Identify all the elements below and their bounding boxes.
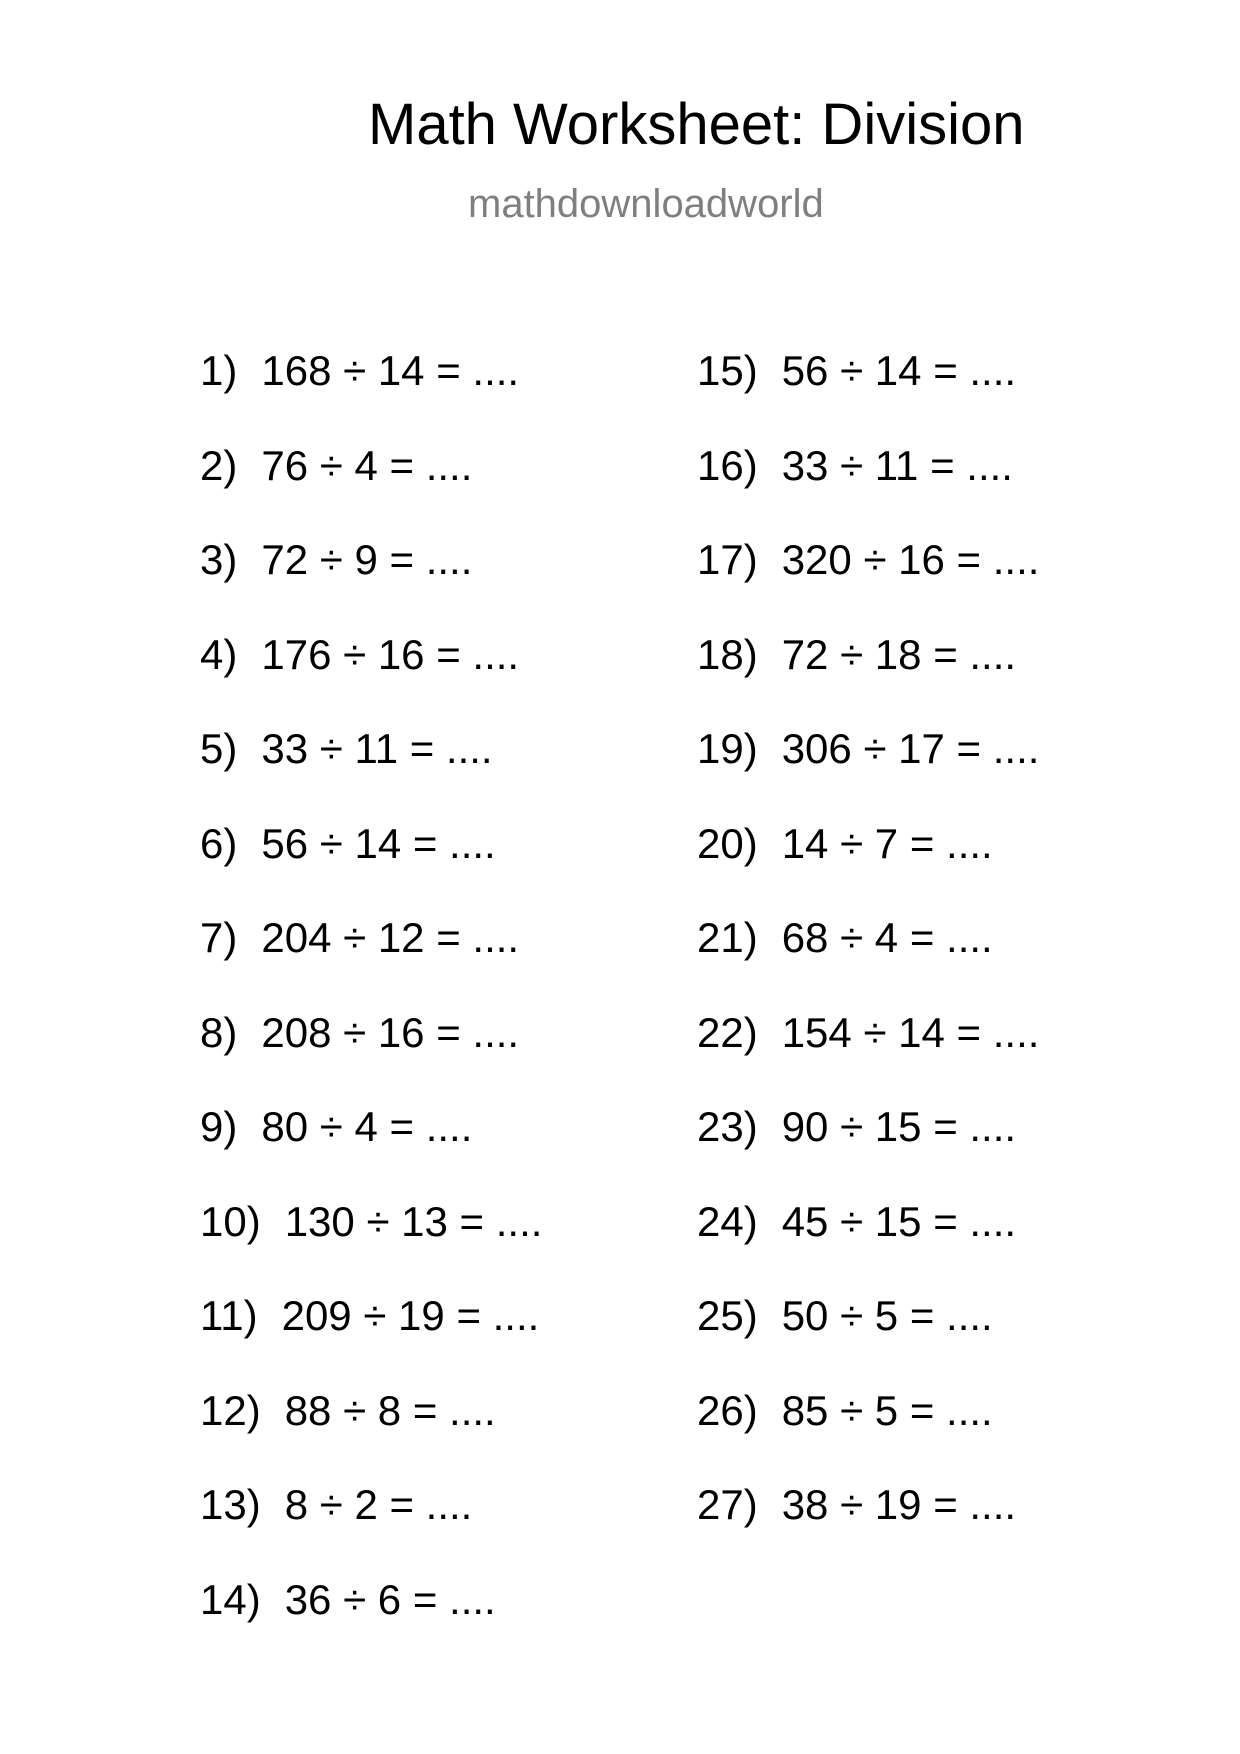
problem-number: 9) xyxy=(200,1103,238,1150)
problem-expression: 306 ÷ 17 = .... xyxy=(781,725,1040,772)
problem-item xyxy=(200,725,542,823)
problem-number: 15) xyxy=(697,347,758,394)
problem-expression: 168 ÷ 14 = .... xyxy=(261,347,520,394)
problem-item xyxy=(697,1386,1039,1485)
problem-item xyxy=(697,441,1039,540)
problem-item xyxy=(697,347,1039,445)
problem-number: 21) xyxy=(697,914,758,961)
problem-number: 5) xyxy=(200,725,238,772)
problem-item xyxy=(697,725,1040,823)
problem-expression: 130 ÷ 13 = .... xyxy=(284,1197,543,1245)
problem-item xyxy=(697,630,1039,729)
problem-number: 27) xyxy=(697,1481,758,1528)
problem-list-left xyxy=(200,347,543,1673)
problem-expression: 88 ÷ 8 = .... xyxy=(284,1386,496,1434)
problem-expression: 8 ÷ 2 = .... xyxy=(284,1481,473,1528)
problem-item xyxy=(697,1103,1039,1201)
problem-item xyxy=(200,1103,542,1201)
problem-number: 10) xyxy=(200,1197,261,1245)
problem-expression: 80 ÷ 4 = .... xyxy=(261,1103,473,1150)
problem-expression: 72 ÷ 9 = .... xyxy=(261,536,473,583)
problem-item xyxy=(200,914,542,1012)
problem-expression: 45 ÷ 15 = .... xyxy=(781,1197,1017,1245)
problem-expression: 38 ÷ 19 = .... xyxy=(781,1481,1017,1528)
problem-expression: 36 ÷ 6 = .... xyxy=(284,1575,496,1623)
page-subtitle: mathdownloadworld xyxy=(468,182,824,226)
problem-item xyxy=(200,1292,542,1390)
problem-expression: 209 ÷ 19 = .... xyxy=(281,1292,540,1339)
problem-expression: 208 ÷ 16 = .... xyxy=(261,1008,520,1056)
problem-item xyxy=(697,536,1040,634)
problem-number: 12) xyxy=(200,1386,261,1434)
problem-number: 2) xyxy=(200,441,238,489)
problem-expression: 33 ÷ 11 = .... xyxy=(261,725,493,772)
problem-expression: 176 ÷ 16 = .... xyxy=(261,630,520,678)
problem-number: 20) xyxy=(697,819,758,867)
problem-number: 24) xyxy=(697,1197,758,1245)
problem-number: 13) xyxy=(200,1481,261,1528)
problem-item xyxy=(200,819,542,918)
problem-number: 14) xyxy=(200,1575,261,1623)
problem-number: 6) xyxy=(200,819,238,867)
problem-number: 17) xyxy=(697,536,758,583)
problem-expression: 56 ÷ 14 = .... xyxy=(781,347,1017,394)
problem-item xyxy=(200,1575,542,1674)
problem-expression: 76 ÷ 4 = .... xyxy=(261,441,473,489)
problem-item xyxy=(697,1008,1040,1107)
problem-item xyxy=(697,1481,1039,1579)
problem-item xyxy=(200,536,542,634)
problem-number: 16) xyxy=(697,441,758,489)
problem-number: 23) xyxy=(697,1103,758,1150)
problem-item xyxy=(697,1292,1039,1390)
problem-expression: 320 ÷ 16 = .... xyxy=(781,536,1040,583)
problem-number: 25) xyxy=(697,1292,758,1339)
problem-number: 18) xyxy=(697,630,758,678)
problem-item xyxy=(697,914,1039,1012)
problem-item xyxy=(200,441,542,540)
problem-item xyxy=(200,1008,542,1107)
page-title: Math Worksheet: Division xyxy=(368,92,1025,157)
problem-expression: 72 ÷ 18 = .... xyxy=(781,630,1017,678)
problem-number: 7) xyxy=(200,914,238,961)
problem-item xyxy=(200,630,542,729)
problem-expression: 14 ÷ 7 = .... xyxy=(781,819,993,867)
problem-list-right xyxy=(697,347,1040,1579)
problem-expression: 56 ÷ 14 = .... xyxy=(261,819,496,867)
problem-number: 3) xyxy=(200,536,238,583)
problem-item xyxy=(697,1197,1039,1296)
problem-item xyxy=(697,819,1039,918)
problem-number: 11) xyxy=(200,1292,258,1339)
problem-item xyxy=(200,1197,543,1296)
problem-number: 4) xyxy=(200,630,238,678)
problem-number: 1) xyxy=(200,347,238,394)
problem-expression: 68 ÷ 4 = .... xyxy=(781,914,993,961)
problem-expression: 33 ÷ 11 = .... xyxy=(781,441,1013,489)
problem-item xyxy=(200,347,542,445)
problem-expression: 50 ÷ 5 = .... xyxy=(781,1292,993,1339)
problem-expression: 154 ÷ 14 = .... xyxy=(781,1008,1040,1056)
problem-item xyxy=(200,1481,542,1579)
problem-item xyxy=(200,1386,542,1485)
problem-number: 22) xyxy=(697,1008,758,1056)
problem-number: 8) xyxy=(200,1008,238,1056)
problem-expression: 204 ÷ 12 = .... xyxy=(261,914,520,961)
problem-expression: 90 ÷ 15 = .... xyxy=(781,1103,1017,1150)
problem-number: 19) xyxy=(697,725,758,772)
problem-number: 26) xyxy=(697,1386,758,1434)
problem-expression: 85 ÷ 5 = .... xyxy=(781,1386,993,1434)
